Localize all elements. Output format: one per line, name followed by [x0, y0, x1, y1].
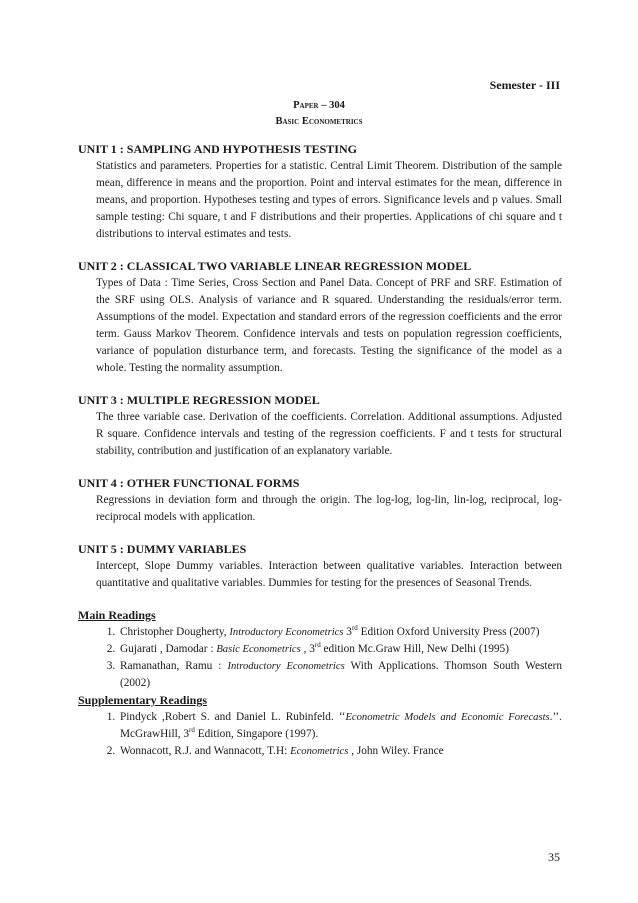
unit-4 — [78, 475, 562, 526]
unit-title: UNIT 2 : CLASSICAL TWO VARIABLE LINEAR REGRESSION MODEL — [78, 259, 472, 273]
unit-description: Intercept, Slope Dummy variables. Interaction between qualitative variables. Interaction between quantitative and qualitative variables. Dummies for testing for the presences of Seasonal Trends. — [96, 560, 562, 589]
reading-item: 3. Ramanathan, Ramu : Introductory Econometrics With Applications. Thomson South Western (2002) — [118, 658, 562, 692]
unit-title: UNIT 5 : DUMMY VARIABLES — [78, 542, 247, 556]
unit-5 — [78, 541, 562, 592]
supplementary-readings-list — [78, 709, 562, 760]
book-title: Econometric Models and Economic Forecasts — [345, 712, 550, 723]
unit-description: Statistics and parameters. Properties for a statistic. Central Limit Theorem. Distribution of the sample mean, difference in means and the proportion. Point and interval estimates for the mean, difference in means, and proportion. Hypotheses testing and types of errors. Significance levels and p values. Small sample testing: Chi square, t and F distributions and their properties. Applications of chi square and t distributions to interval estimates and tests. — [96, 160, 562, 240]
reading-item: 2. Gujarati , Damodar : Basic Econometrics , 3rd edition Mc.Graw Hill, New Delhi (1995) — [118, 641, 562, 658]
unit-description: Regressions in deviation form and through the origin. The log-log, log-lin, lin-log, reciprocal, log-reciprocal models with application. — [96, 494, 562, 523]
reading-item: 1. Pindyck ,Robert S. and Daniel L. Rubinfeld. ‘‘Econometric Models and Economic Forecasts.’’. McGrawHill, 3rd Edition, Singapore (1997). — [118, 709, 562, 743]
course-title: Basic Econometrics — [275, 116, 363, 127]
page-number: 35 — [548, 850, 560, 864]
unit-3 — [78, 392, 562, 460]
reading-item: 2. Wonnacott, R.J. and Wannacott, T.H: Econometrics , John Wiley. France — [118, 743, 562, 760]
supplementary-readings-section — [78, 692, 562, 760]
reading-item: 1. Christopher Dougherty, Introductory Econometrics 3rd Edition Oxford University Press (2007) — [118, 624, 562, 641]
unit-description: The three variable case. Derivation of the coefficients. Correlation. Additional assumptions. Adjusted R square. Confidence intervals and testing of the regression coefficients. F and t tests for structural stability, contribution and justification of an explanatory variable. — [96, 411, 562, 457]
main-readings-section — [78, 607, 562, 692]
unit-title: UNIT 1 : SAMPLING AND HYPOTHESIS TESTING — [78, 142, 357, 156]
book-title: Introductory Econometrics — [229, 627, 344, 638]
paper-heading — [0, 98, 638, 130]
book-title: Econometrics — [290, 746, 349, 757]
unit-title: UNIT 4 : OTHER FUNCTIONAL FORMS — [78, 476, 300, 490]
syllabus-content — [78, 141, 562, 760]
unit-2 — [78, 258, 562, 377]
semester-label: Semester - III — [489, 78, 560, 92]
book-title: Introductory Econometrics — [227, 661, 345, 672]
unit-description: Types of Data : Time Series, Cross Section and Panel Data. Concept of PRF and SRF. Estimation of the SRF using OLS. Analysis of variance and R squared. Understanding the residuals/error term. Assumptions of the model. Expectation and standard errors of the regression coefficients and the error term. Gauss Markov Theorem. Confidence intervals and tests on population regression coefficients, variance of population disturbance term, and forecasts. Testing the significance of the model as a whole. Testing the normality assumption. — [96, 277, 562, 374]
unit-title: UNIT 3 : MULTIPLE REGRESSION MODEL — [78, 393, 320, 407]
book-title: Basic Econometrics — [216, 644, 301, 655]
unit-1 — [78, 141, 562, 243]
paper-number: Paper – 304 — [293, 100, 345, 111]
supplementary-readings-heading: Supplementary Readings — [78, 693, 208, 707]
main-readings-list — [78, 624, 562, 692]
main-readings-heading: Main Readings — [78, 608, 156, 622]
